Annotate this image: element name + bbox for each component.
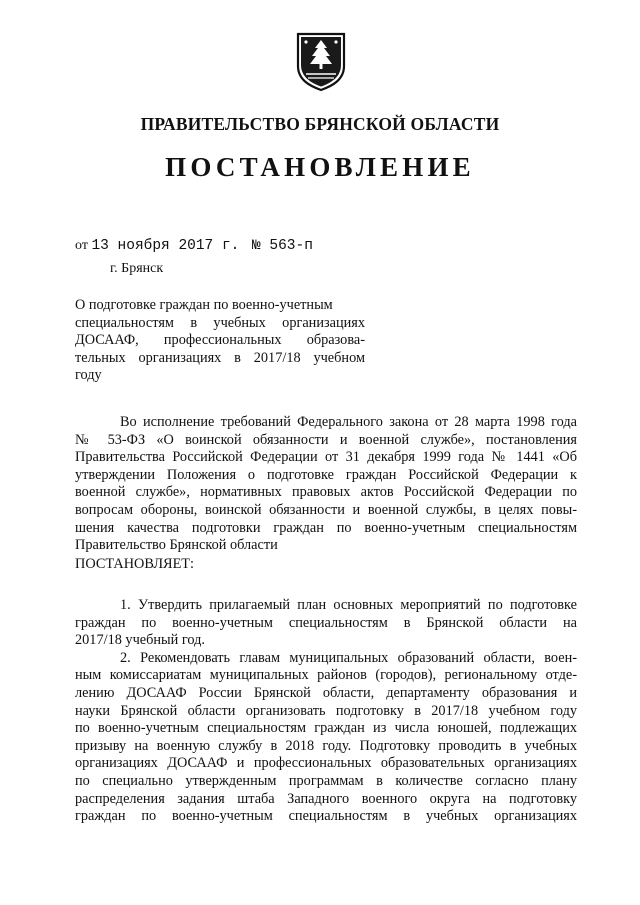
document-date: 13 ноября 2017 г.: [91, 238, 240, 254]
text-line: Правительства Российской Федерации от 31 декабря 1999 года № 1441 «Об: [75, 449, 577, 466]
decree-word: ПОСТАНОВЛЯЕТ:: [75, 556, 195, 572]
text-line: лению ДОСААФ России Брянской области, департаменту образования и: [75, 684, 577, 701]
text-line: 2. Рекомендовать главам муниципальных образований области, воен-: [120, 649, 577, 666]
text-line: науки Брянской области организовать подготовку в 2017/18 учебном году: [75, 702, 577, 719]
text-line: шения качества подготовки граждан по военно-учетным специальностям: [75, 519, 577, 536]
text-line: граждан по военно-учетным специальностям в учебных организациях: [75, 808, 577, 825]
text-line: ным комиссариатам муниципальных районов (городов), региональному отде-: [75, 667, 577, 684]
subject-line: ДОСААФ, профессиональных образова-: [75, 332, 365, 349]
text-line: 1. Утвердить прилагаемый план основных мероприятий по подготовке: [120, 597, 577, 613]
text-line: утверждении Положения о подготовке граждан Российской Федерации к: [75, 466, 577, 483]
date-number-line: [75, 238, 313, 254]
coat-of-arms-icon: [292, 28, 350, 92]
text-line: распределения задания штаба Западного военного округа на подготовку: [75, 790, 577, 807]
text-line: по военно-учетным специальностям граждан из числа юношей, подлежащих: [75, 720, 577, 737]
text-line: 2017/18 учебный год.: [75, 632, 205, 649]
preamble-paragraph: [75, 414, 577, 555]
text-line: № 53-ФЗ «О воинской обязанности и военной службе», постановления: [75, 431, 577, 448]
date-prefix: от: [75, 238, 88, 253]
document-subject: [75, 297, 365, 385]
document-type: ПОСТАНОВЛЕНИЕ: [165, 152, 475, 182]
text-line: Во исполнение требований Федерального закона от 28 марта 1998 года: [120, 414, 577, 430]
subject-line: О подготовке граждан по военно-учетным: [75, 297, 333, 313]
text-line: военной службе», нормативных правовых актов Российской Федерации по: [75, 484, 577, 501]
document-number: № 563-п: [252, 238, 313, 254]
subject-line: году: [75, 367, 102, 384]
text-line: граждан по военно-учетным специальностям в Брянской области на: [75, 614, 577, 631]
government-name: ПРАВИТЕЛЬСТВО БРЯНСКОЙ ОБЛАСТИ: [140, 114, 500, 134]
text-line: Правительство Брянской области: [75, 537, 278, 554]
subject-line: тельных организациях в 2017/18 учебном: [75, 349, 365, 366]
text-line: призыву на военную службу в 2018 году. Подготовку проводить в учебных: [75, 737, 577, 754]
subject-line: специальностям в учебных организациях: [75, 314, 365, 331]
decree-points: [75, 597, 577, 826]
text-line: по специально утвержденным программам в количестве согласно плану: [75, 772, 577, 789]
text-line: организациях ДОСААФ и профессиональных образовательных организациях: [75, 755, 577, 772]
document-city: г. Брянск: [110, 261, 164, 276]
text-line: вопросам обороны, воинской обязанности и военной службы, в целях повы-: [75, 501, 577, 518]
